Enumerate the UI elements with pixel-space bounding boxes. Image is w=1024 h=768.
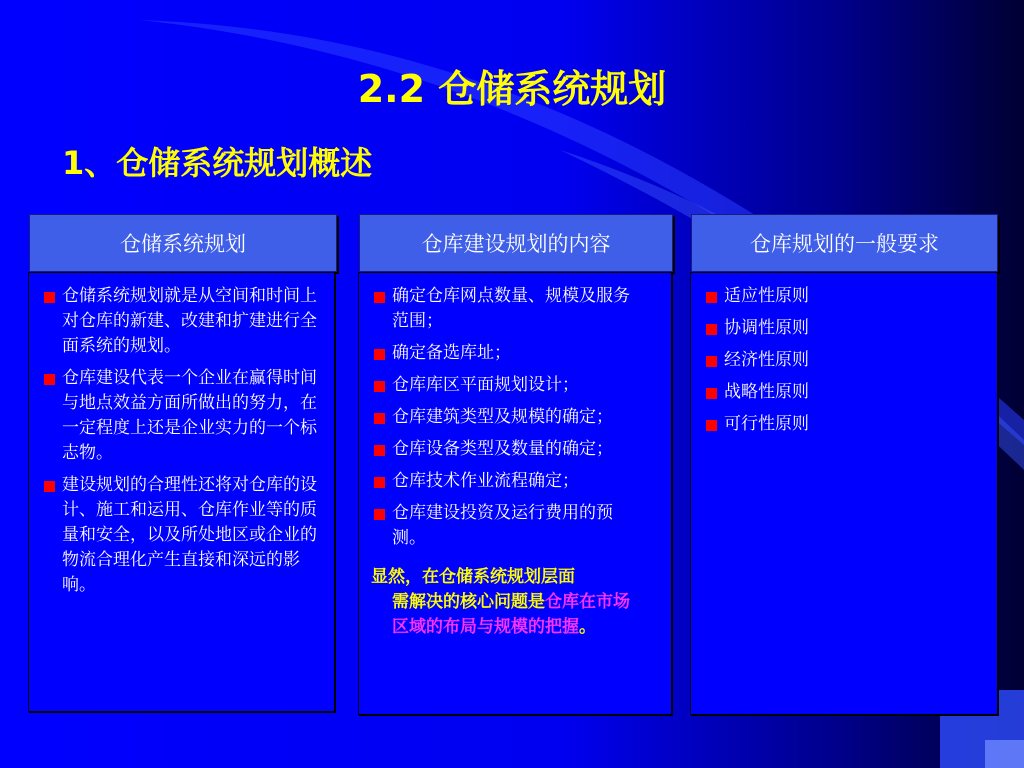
planning-bullet-list bbox=[41, 284, 324, 598]
list-item bbox=[703, 348, 987, 373]
note-text: 。 bbox=[579, 617, 596, 637]
list-item-text: 建设规划的合理性还将对仓库的设计、施工和运用、仓库作业等的质量和安全，以及所处地区或企业的物流合理化产生直接和深远的影响。 bbox=[62, 475, 317, 595]
column-header-planning bbox=[29, 214, 337, 272]
slide-title: 2.2 仓储系统规划 bbox=[357, 67, 667, 111]
list-item-text: 适应性原则 bbox=[724, 286, 809, 306]
list-item-text: 仓库库区平面规划设计； bbox=[392, 375, 579, 395]
bullet-square-icon bbox=[374, 381, 385, 392]
column-header-label: 仓库规划的一般要求 bbox=[750, 232, 939, 256]
bullet-square-icon bbox=[706, 420, 717, 431]
list-item bbox=[371, 373, 645, 398]
section-subtitle: 1、仓储系统规划概述 bbox=[62, 144, 373, 182]
list-item bbox=[371, 341, 645, 366]
list-item bbox=[371, 284, 645, 334]
bullet-square-icon bbox=[374, 292, 385, 303]
bullet-square-icon bbox=[374, 509, 385, 520]
list-item bbox=[703, 380, 987, 405]
bullet-square-icon bbox=[374, 477, 385, 488]
list-item-text: 仓库建设投资及运行费用的预测。 bbox=[392, 503, 613, 548]
list-item-text: 可行性原则 bbox=[724, 414, 809, 434]
bullet-square-icon bbox=[44, 292, 55, 303]
requirements-bullet-list bbox=[703, 284, 987, 437]
list-item-text: 战略性原则 bbox=[724, 382, 809, 402]
note-line: 显然，在仓储系统规划层面 bbox=[371, 567, 575, 587]
list-item bbox=[41, 473, 324, 598]
column-header-requirements bbox=[691, 214, 998, 272]
note-highlight: 在市场区域的布局与规模 bbox=[392, 592, 630, 637]
bullet-square-icon bbox=[374, 349, 385, 360]
column-body-requirements bbox=[690, 272, 998, 715]
list-item bbox=[371, 501, 645, 551]
list-item-text: 仓储系统规划就是从空间和时间上对仓库的新建、改建和扩建进行全面系统的规划。 bbox=[62, 286, 317, 356]
list-item bbox=[41, 366, 324, 466]
column-header-label: 仓储系统规划 bbox=[120, 232, 246, 256]
bullet-square-icon bbox=[706, 292, 717, 303]
list-item-text: 仓库建筑类型及规模的确定； bbox=[392, 407, 613, 427]
core-issue-note bbox=[371, 565, 645, 640]
content-bullet-list bbox=[371, 284, 645, 551]
list-item-text: 仓库建设代表一个企业在赢得时间与地点效益方面所做出的努力，在一定程度上还是企业实力的一个标志物。 bbox=[62, 368, 317, 463]
bullet-square-icon bbox=[374, 445, 385, 456]
list-item-text: 经济性原则 bbox=[724, 350, 809, 370]
bullet-square-icon bbox=[44, 374, 55, 385]
list-item-text: 确定备选库址； bbox=[392, 343, 511, 363]
list-item bbox=[703, 412, 987, 437]
list-item bbox=[703, 284, 987, 309]
list-item bbox=[703, 316, 987, 341]
note-continuation bbox=[371, 590, 645, 640]
note-text: 需解决的核心问题是 bbox=[392, 592, 545, 612]
list-item-text: 仓库设备类型及数量的确定； bbox=[392, 439, 613, 459]
list-item bbox=[371, 469, 645, 494]
list-item-text: 确定仓库网点数量、规模及服务范围； bbox=[392, 286, 630, 331]
column-body-content bbox=[358, 272, 672, 715]
column-body-planning bbox=[28, 272, 335, 712]
column-header-content bbox=[359, 214, 673, 272]
list-item-text: 协调性原则 bbox=[724, 318, 809, 338]
bullet-square-icon bbox=[706, 388, 717, 399]
bullet-square-icon bbox=[706, 324, 717, 335]
bullet-square-icon bbox=[44, 481, 55, 492]
list-item-text: 仓库技术作业流程确定； bbox=[392, 471, 579, 491]
note-highlight: 仓库 bbox=[545, 592, 579, 612]
list-item bbox=[371, 437, 645, 462]
column-header-label: 仓库建设规划的内容 bbox=[421, 232, 611, 256]
note-highlight: 的把握 bbox=[528, 617, 579, 637]
list-item bbox=[41, 284, 324, 359]
bullet-square-icon bbox=[706, 356, 717, 367]
list-item bbox=[371, 405, 645, 430]
bullet-square-icon bbox=[374, 413, 385, 424]
